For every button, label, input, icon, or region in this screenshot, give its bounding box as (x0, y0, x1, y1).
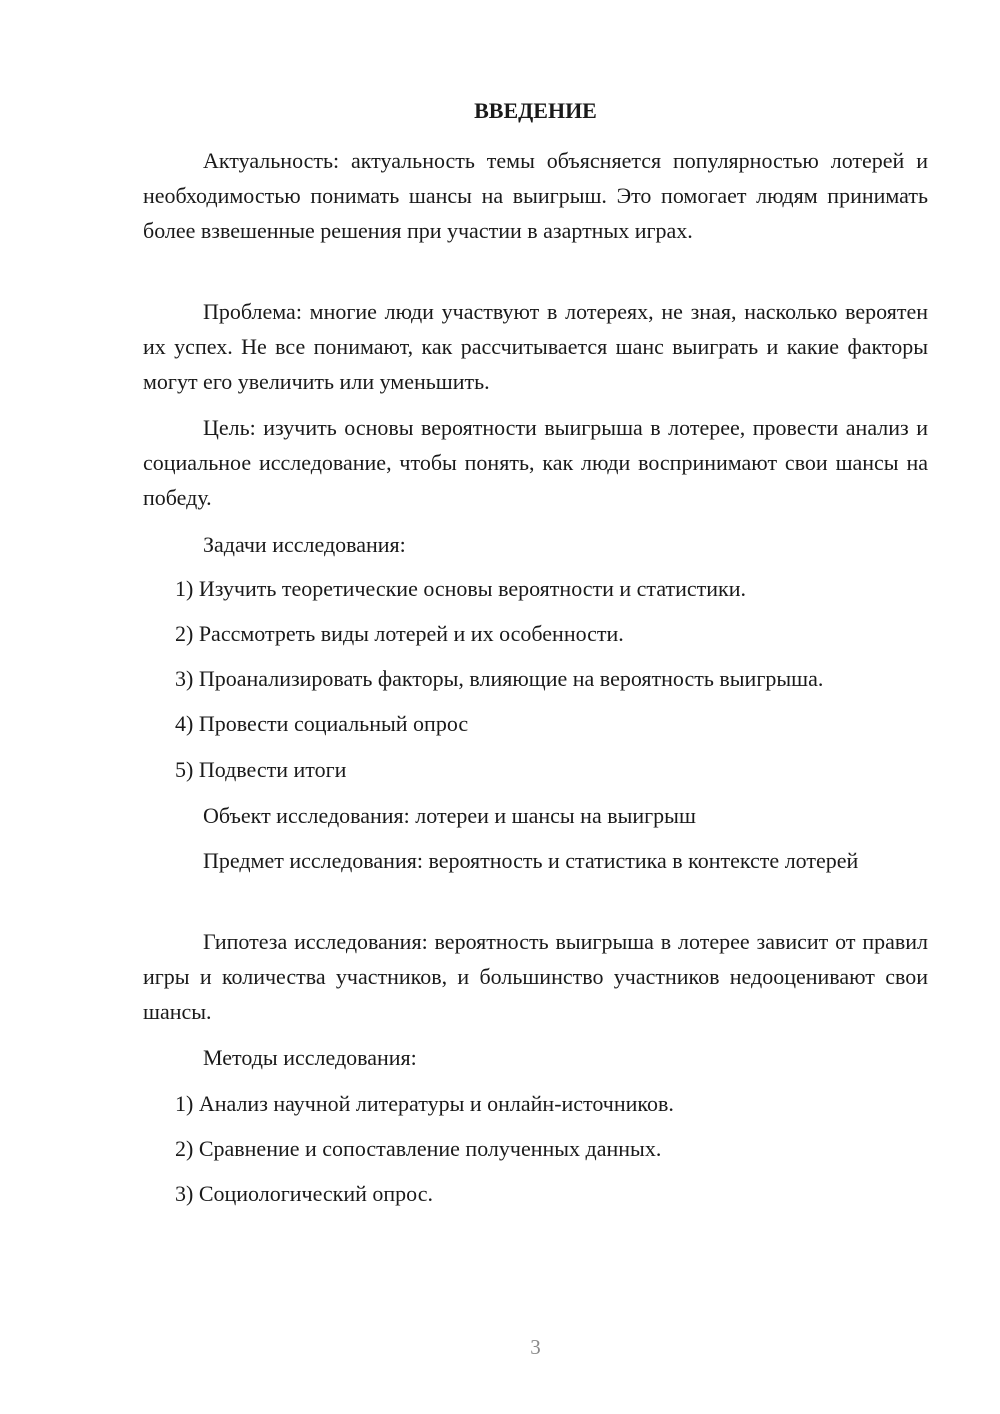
task-item: 3) Проанализировать факторы, влияющие на вероятность выигрыша. (175, 666, 824, 691)
tasks-heading: Задачи исследования: (203, 532, 406, 557)
task-item: 2) Рассмотреть виды лотерей и их особенности. (175, 621, 624, 646)
task-item: 4) Провести социальный опрос (175, 711, 469, 736)
goal-paragraph: Цель: изучить основы вероятности выигрыша в лотерее, провести анализ и социальное исследование, чтобы понять, как люди воспринимают свои шансы на победу. (143, 415, 928, 510)
task-item: 5) Подвести итоги (175, 757, 347, 782)
problem-paragraph: Проблема: многие люди участвуют в лотереях, не зная, насколько вероятен их успех. Не все понимают, как рассчитывается шанс выиграть и какие факторы могут его увеличить или уменьшить. (143, 299, 928, 394)
relevance-paragraph: Актуальность: актуальность темы объясняется популярностью лотерей и необходимостью понимать шансы на выигрыш. Это помогает людям принимать более взвешенные решения при участии в азартных играх. (143, 148, 928, 243)
method-item: 3) Социологический опрос. (175, 1181, 433, 1206)
method-item: 1) Анализ научной литературы и онлайн-источников. (175, 1091, 674, 1116)
document-page (143, 0, 928, 1414)
method-item: 2) Сравнение и сопоставление полученных данных. (175, 1136, 662, 1161)
hypothesis-paragraph: Гипотеза исследования: вероятность выигрыша в лотерее зависит от правил игры и количества участников, и большинство участников недооценивают свои шансы. (143, 929, 928, 1024)
section-title: ВВЕДЕНИЕ (474, 98, 597, 123)
object-paragraph: Объект исследования: лотереи и шансы на выигрыш (203, 803, 696, 828)
task-item: 1) Изучить теоретические основы вероятности и статистики. (175, 576, 747, 601)
subject-paragraph: Предмет исследования: вероятность и статистика в контексте лотерей (203, 848, 859, 873)
page-number: 3 (530, 1335, 541, 1359)
methods-heading: Методы исследования: (203, 1045, 417, 1070)
